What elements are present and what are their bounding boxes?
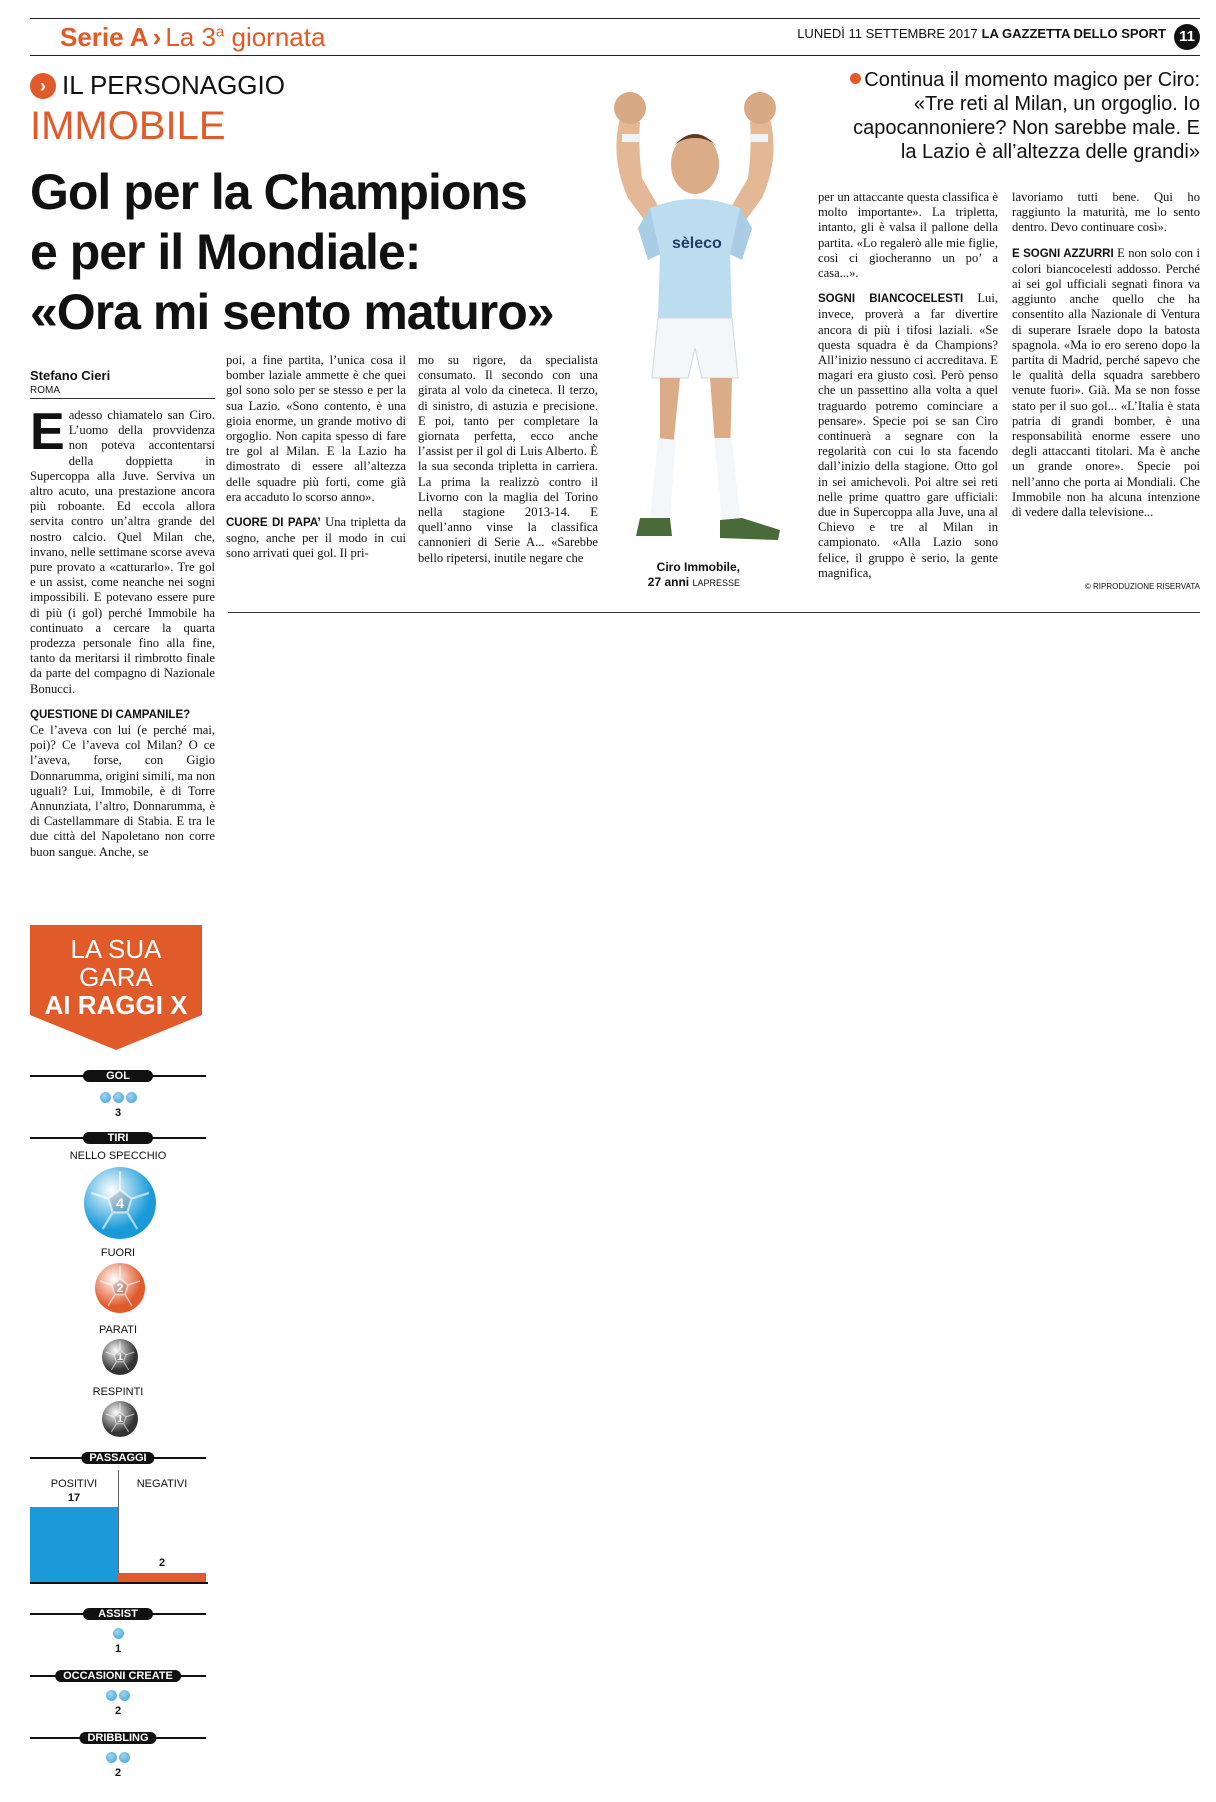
article-column-2 [226, 353, 406, 562]
stat-bar-gol [30, 1070, 206, 1082]
player-photo [580, 78, 810, 588]
stat-label-dribbling: DRIBBLING [79, 1732, 156, 1744]
dateline-city: ROMA [30, 385, 60, 396]
chevron-circle-icon: › [30, 73, 56, 99]
occasioni-balls [106, 1690, 130, 1701]
summary-text: Continua il momento magico per Ciro: «Tre reti al Milan, un orgoglio. Io capocannoniere? Non sarebbe male. E la Lazio è all’altezza delle grandi» [853, 69, 1200, 163]
column-2-intro: poi, a fine partita, l’unica cosa il bomber laziale ammette è che quei gol sono solo per se stesso e per la sua Lazio. «Sono contento, è una gioia enorme, un grande motivo di orgoglio. Non capita spesso di fare tre gol al Milan. E la Lazio ha dimostrato di essere all’altezza delle squadre più forti, come già era accaduto lo scorso anno». [226, 353, 406, 504]
label-fuori: FUORI [100, 1247, 136, 1259]
value-negativi: 2 [158, 1557, 166, 1569]
stat-label-assist: ASSIST [83, 1608, 153, 1620]
value-parati: 1 [116, 1351, 124, 1363]
subheading-2: CUORE DI PAPA’ [226, 517, 321, 530]
value-nello-specchio: 4 [116, 1195, 124, 1211]
stat-value-dribbling: 2 [114, 1767, 122, 1779]
xray-line-1: LA SUA [70, 934, 162, 964]
passaggi-bar-negativi [118, 1573, 206, 1582]
stat-label-gol: GOL [83, 1070, 153, 1082]
subheading-3: SOGNI BIANCOCELESTI [818, 293, 964, 306]
subheading-4: E SOGNI AZZURRI [1012, 247, 1114, 260]
headline-line-1: Gol per la Champions [30, 164, 527, 220]
player-name: IMMOBILE [30, 104, 226, 148]
label-positivi: POSITIVI [50, 1478, 98, 1490]
newspaper-name: LA GAZZETTA DELLO SPORT [981, 26, 1166, 41]
stat-bar-passaggi [30, 1452, 206, 1464]
kicker [30, 70, 285, 101]
soccer-ball-icon [126, 1092, 137, 1103]
photo-credit: LAPRESSE [692, 578, 740, 588]
subheading-1: QUESTIONE DI CAMPANILE? [30, 708, 191, 721]
chevron-right-icon: › [152, 22, 162, 52]
copyright-notice: © RIPRODUZIONE RISERVATA [1084, 582, 1200, 591]
soccer-ball-icon [119, 1752, 130, 1763]
top-rule [30, 18, 1200, 19]
column-5-body: E non solo con i colori biancocelesti addosso. Perché ai sei gol ufficiali segnati finora va aggiunto anche quello che ha consentito alla Nazionale di Ventura di superare Israele dopo la batosta spagnola. «Ma io ero sereno dopo la partita di Madrid, perché sapevo che le qualità della squadra sarebbero venute fuori». Già. Ma se non fosse stato per il suo gol... «L’Italia è stata patria di grandi bomber, è una responsabilità enorme essere uno degli attaccanti titolari. Ma è anche un grande onore». Specie poi nell’anno che porta ai Mondiali. Che Immobile non ha alcuna intenzione di vedere dalla televisione... [1012, 245, 1200, 520]
headline [30, 162, 620, 342]
article-column-1 [30, 403, 215, 860]
article-column-3 [418, 353, 598, 566]
svg-text:sèleco: sèleco [672, 235, 722, 252]
dribbling-balls [106, 1752, 130, 1763]
label-respinti: RESPINTI [92, 1386, 144, 1398]
kicker-text: IL PERSONAGGIO [62, 70, 285, 100]
column-4-intro: per un attaccante questa classifica è molto importante». La tripletta, intanto, gli è valsa il pallone della partita. «Lo regalerò alle mie figlie, così ci giocheranno un po’ a casa...». [818, 190, 998, 281]
soccer-ball-icon [95, 1263, 145, 1313]
stat-bar-assist [30, 1608, 206, 1620]
drop-cap: E [30, 403, 65, 461]
soccer-ball-icon [113, 1092, 124, 1103]
label-nello-specchio: NELLO SPECCHIO [69, 1150, 167, 1162]
xray-line-3: AI RAGGI X [44, 990, 188, 1020]
section-label [60, 22, 325, 53]
bullet-dot-icon [850, 73, 861, 84]
xray-banner-text [30, 935, 202, 1019]
column-1-intro: adesso chiamatelo san Ciro. L’uomo della provvidenza non poteva accontentarsi della doppietta in Supercoppa alla Juve. Serviva un altro acuto, una prestazione ancora più roboante. Ed eccola allora servita contro un’altra grande del nostro calcio. Quel Milan che, invano, nelle settimane scorse aveva pure provato a «catturarlo». Tre gol e un assist, come neanche nei sogni impossibili. E potevano essere pure di più (i gol) perché Immobile ha continuato a cercare la quarta prodezza personale fino alla fine, tanto da meritarsi il rimbrotto finale da parte del compagno di Nazionale Bonucci. [30, 408, 215, 696]
round-prefix: La 3 [165, 22, 216, 52]
article-column-5 [1012, 190, 1200, 520]
stat-bar-dribbling [30, 1732, 206, 1744]
soccer-ball-icon [106, 1690, 117, 1701]
stat-value-occasioni: 2 [114, 1705, 122, 1717]
summary [840, 68, 1200, 164]
stat-bar-occasioni [30, 1670, 206, 1682]
soccer-ball-icon [106, 1752, 117, 1763]
column-4-body: Lui, invece, proverà a far divertire ancora di più i tifosi laziali. «Se questa squadra è da Champions? All’inizio nessuno ci accreditava. E magari era giusto così. Però penso che un passettino alla volta a quel traguardo potremo cominciare a pensarе». Specie poi se san Ciro continuerà a segnare con la regolarità con cui lo sta facendo dall’inizio della stagione. Otto gol in sei amichevoli. Poi altre sei reti nelle prime quattro gare ufficiali: due in Supercoppa alla Juve, una al Chievo e tre al Milan in campionato. «Alla Lazio sono felice, il gruppo è serio, la gente magnifica, [818, 291, 998, 580]
soccer-ball-icon [102, 1401, 138, 1437]
soccer-ball-icon [100, 1092, 111, 1103]
column-5-intro: lavoriamo tutti bene. Qui ho raggiunto la maturità, me lo sento dentro. Devo continuare così». [1012, 190, 1200, 235]
passaggi-bar-positivi [30, 1507, 118, 1582]
caption-age: 27 anni [647, 575, 690, 589]
headline-line-3: «Ora mi sento maturo» [30, 284, 554, 340]
article-bottom-rule [228, 612, 1200, 613]
round-suffix: giornata [224, 22, 326, 52]
gol-balls [100, 1092, 137, 1103]
page-number: 11 [1174, 24, 1200, 50]
stat-label-occasioni: OCCASIONI CREATE [55, 1670, 181, 1682]
assist-balls [113, 1628, 124, 1639]
value-fuori: 2 [116, 1281, 124, 1295]
stat-value-assist: 1 [114, 1643, 122, 1655]
soccer-ball-icon [119, 1690, 130, 1701]
stat-value-gol: 3 [114, 1107, 122, 1119]
column-1-body: Ce l’aveva con lui (e perché mai, poi)? Ce l’aveva col Milan? O ce l’aveva, forse, con Gigio Donnarumma, origini simili, ma non uguali? Lui, Immobile, è di Torre Annunziata, l’altro, Donnarumma, è di Castellammare di Stabia. E tra le due città del Napoletano non corre buon sangue. Anche, se [30, 723, 215, 859]
value-positivi: 17 [67, 1492, 81, 1504]
photo-caption [630, 560, 740, 591]
value-respinti: 1 [116, 1413, 124, 1425]
soccer-ball-icon [102, 1339, 138, 1375]
column-2-body: Una tripletta da sogno, anche per il modo in cui sono arrivati quei gol. Il pri- [226, 515, 406, 561]
column-3-body: mo su rigore, da specialista consumato. Il secondo con una girata al volo da cineteca. Il terzo, di sinistro, di astuzia e precisione. E poi, tanto per completare la giornata perfetta, ecco anche l’assist per il gol di Luis Alberto. È la sua seconda tripletta in carriera. La prima la realizzò contro il Livorno con la maglia del Torino nella stagione 2013-14. E quell’anno vinse la classifica cannonieri di Serie A... «Sarebbe bello ripetersi, inutile negare che [418, 353, 598, 565]
byline-rule [30, 398, 215, 399]
stat-label-tiri: TIRI [83, 1132, 153, 1144]
round-sup: a [215, 23, 225, 41]
headline-line-2: e per il Mondiale: [30, 224, 421, 280]
header-rule [30, 55, 1200, 56]
page-header-info [797, 26, 1166, 41]
section-name: Serie A [60, 22, 149, 52]
caption-name: Ciro Immobile, [656, 560, 740, 574]
passaggi-axis [30, 1582, 208, 1584]
label-parati: PARATI [98, 1324, 138, 1336]
article-column-4 [818, 190, 998, 581]
author: Stefano Cieri [30, 368, 111, 383]
stat-label-passaggi: PASSAGGI [81, 1452, 154, 1464]
stat-bar-tiri [30, 1132, 206, 1144]
label-negativi: NEGATIVI [136, 1478, 188, 1490]
soccer-ball-icon [84, 1167, 156, 1239]
soccer-ball-icon [113, 1628, 124, 1639]
issue-date: LUNEDÌ 11 SETTEMBRE 2017 [797, 26, 978, 41]
xray-line-2: GARA [79, 962, 153, 992]
